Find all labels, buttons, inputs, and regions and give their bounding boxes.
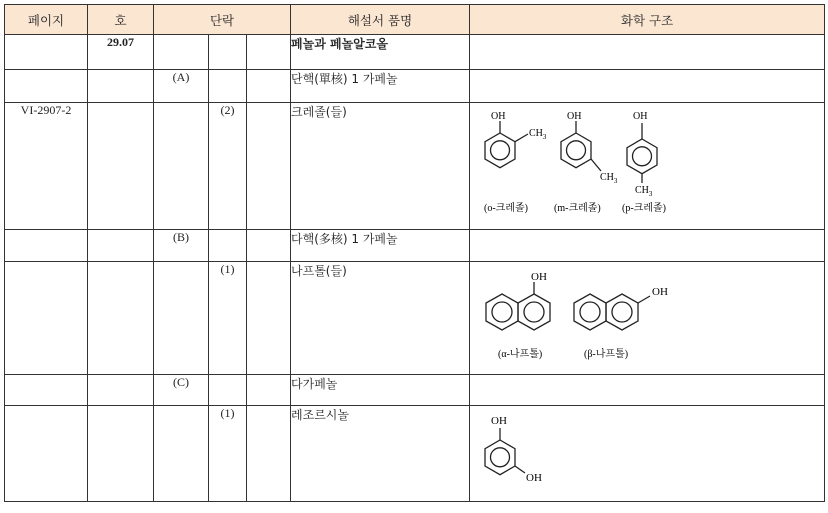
naphthol-structures [470, 262, 820, 370]
table-row [5, 35, 825, 70]
table-row [5, 103, 825, 230]
para-cell-b [209, 230, 247, 262]
table-row [5, 70, 825, 103]
item-name-cell: 다핵(多核) 1 가페놀 [291, 230, 470, 262]
m-cresol-structure [561, 121, 601, 171]
m-cresol-oh-label: OH [567, 111, 582, 122]
para-cell-a [154, 103, 209, 230]
para-cell-c [247, 375, 291, 406]
subheading-cell: (B) [154, 230, 209, 262]
para-cell-c [247, 230, 291, 262]
item-name-cell: 크레졸(들) [291, 103, 470, 230]
hs-explanatory-notes-table [4, 4, 825, 502]
heading-cell [88, 406, 154, 502]
subheading-cell: (2) [209, 103, 247, 230]
m-cresol-ch3-label: $CH_3$ [600, 172, 618, 185]
beta-naphthol-caption: (β-나프톨) [584, 349, 629, 360]
header-page: 페이지 [5, 5, 88, 35]
structure-cell [470, 35, 825, 70]
header-row [5, 5, 825, 35]
heading-cell [88, 230, 154, 262]
header-heading: 호 [88, 5, 154, 35]
page-cell [5, 375, 88, 406]
beta-naphthol-oh-label: OH [652, 286, 668, 298]
item-name-cell: 페놀과 페놀알코올 [291, 35, 470, 70]
m-cresol-caption: (m-크레졸) [554, 203, 601, 214]
para-cell-b [209, 70, 247, 103]
alpha-naphthol-oh-label: OH [531, 271, 547, 283]
item-name-cell: 다가페놀 [291, 375, 470, 406]
structure-cell [470, 406, 825, 502]
heading-cell [88, 103, 154, 230]
cresol-structures [470, 103, 820, 225]
para-cell-c [247, 70, 291, 103]
item-name-cell: 단핵(單核) 1 가페놀 [291, 70, 470, 103]
page-cell: VI-2907-2 [5, 103, 88, 230]
structure-cell [470, 375, 825, 406]
o-cresol-ch3-label: $CH_3$ [529, 128, 547, 141]
heading-cell: 29.07 [88, 35, 154, 70]
table-row [5, 406, 825, 502]
para-cell-c [247, 406, 291, 502]
header-paragraph: 단락 [154, 5, 291, 35]
o-cresol-caption: (o-크레졸) [484, 203, 529, 214]
o-cresol-oh-label: OH [491, 111, 506, 122]
subheading-cell: (1) [209, 406, 247, 502]
page-cell [5, 406, 88, 502]
p-cresol-caption: (p-크레졸) [622, 203, 667, 214]
page-cell [5, 230, 88, 262]
header-item-name: 해설서 품명 [291, 5, 470, 35]
subheading-cell: (1) [209, 262, 247, 375]
alpha-naphthol-caption: (α-나프톨) [498, 349, 543, 360]
resorcinol-structure [485, 428, 525, 475]
page-cell [5, 70, 88, 103]
page-cell [5, 35, 88, 70]
structure-cell [470, 262, 825, 375]
table-row [5, 375, 825, 406]
para-cell-a [154, 35, 209, 70]
beta-naphthol-structure [574, 294, 650, 330]
structure-cell [470, 70, 825, 103]
para-cell-c [247, 103, 291, 230]
p-cresol-ch3-label: $CH_3$ [635, 185, 653, 198]
p-cresol-oh-label: OH [633, 111, 648, 122]
para-cell-a [154, 406, 209, 502]
o-cresol-structure [485, 121, 528, 168]
heading-cell [88, 262, 154, 375]
header-chem-structure: 화학 구조 [470, 5, 825, 35]
para-cell-b [209, 375, 247, 406]
table-row [5, 230, 825, 262]
para-cell-b [209, 35, 247, 70]
heading-cell [88, 70, 154, 103]
resorcinol-oh-bottom-label: OH [526, 472, 542, 484]
heading-cell [88, 375, 154, 406]
resorcinol-oh-top-label: OH [491, 415, 507, 427]
structure-cell [470, 230, 825, 262]
subheading-cell: (C) [154, 375, 209, 406]
item-name-cell: 나프톨(들) [291, 262, 470, 375]
page-cell [5, 262, 88, 375]
p-cresol-structure [627, 123, 657, 183]
subheading-cell: (A) [154, 70, 209, 103]
resorcinol-structure-wrap [470, 406, 820, 498]
para-cell-c [247, 262, 291, 375]
para-cell-c [247, 35, 291, 70]
item-name-cell: 레조르시놀 [291, 406, 470, 502]
table-row [5, 262, 825, 375]
para-cell-a [154, 262, 209, 375]
structure-cell [470, 103, 825, 230]
alpha-naphthol-structure [486, 282, 550, 330]
